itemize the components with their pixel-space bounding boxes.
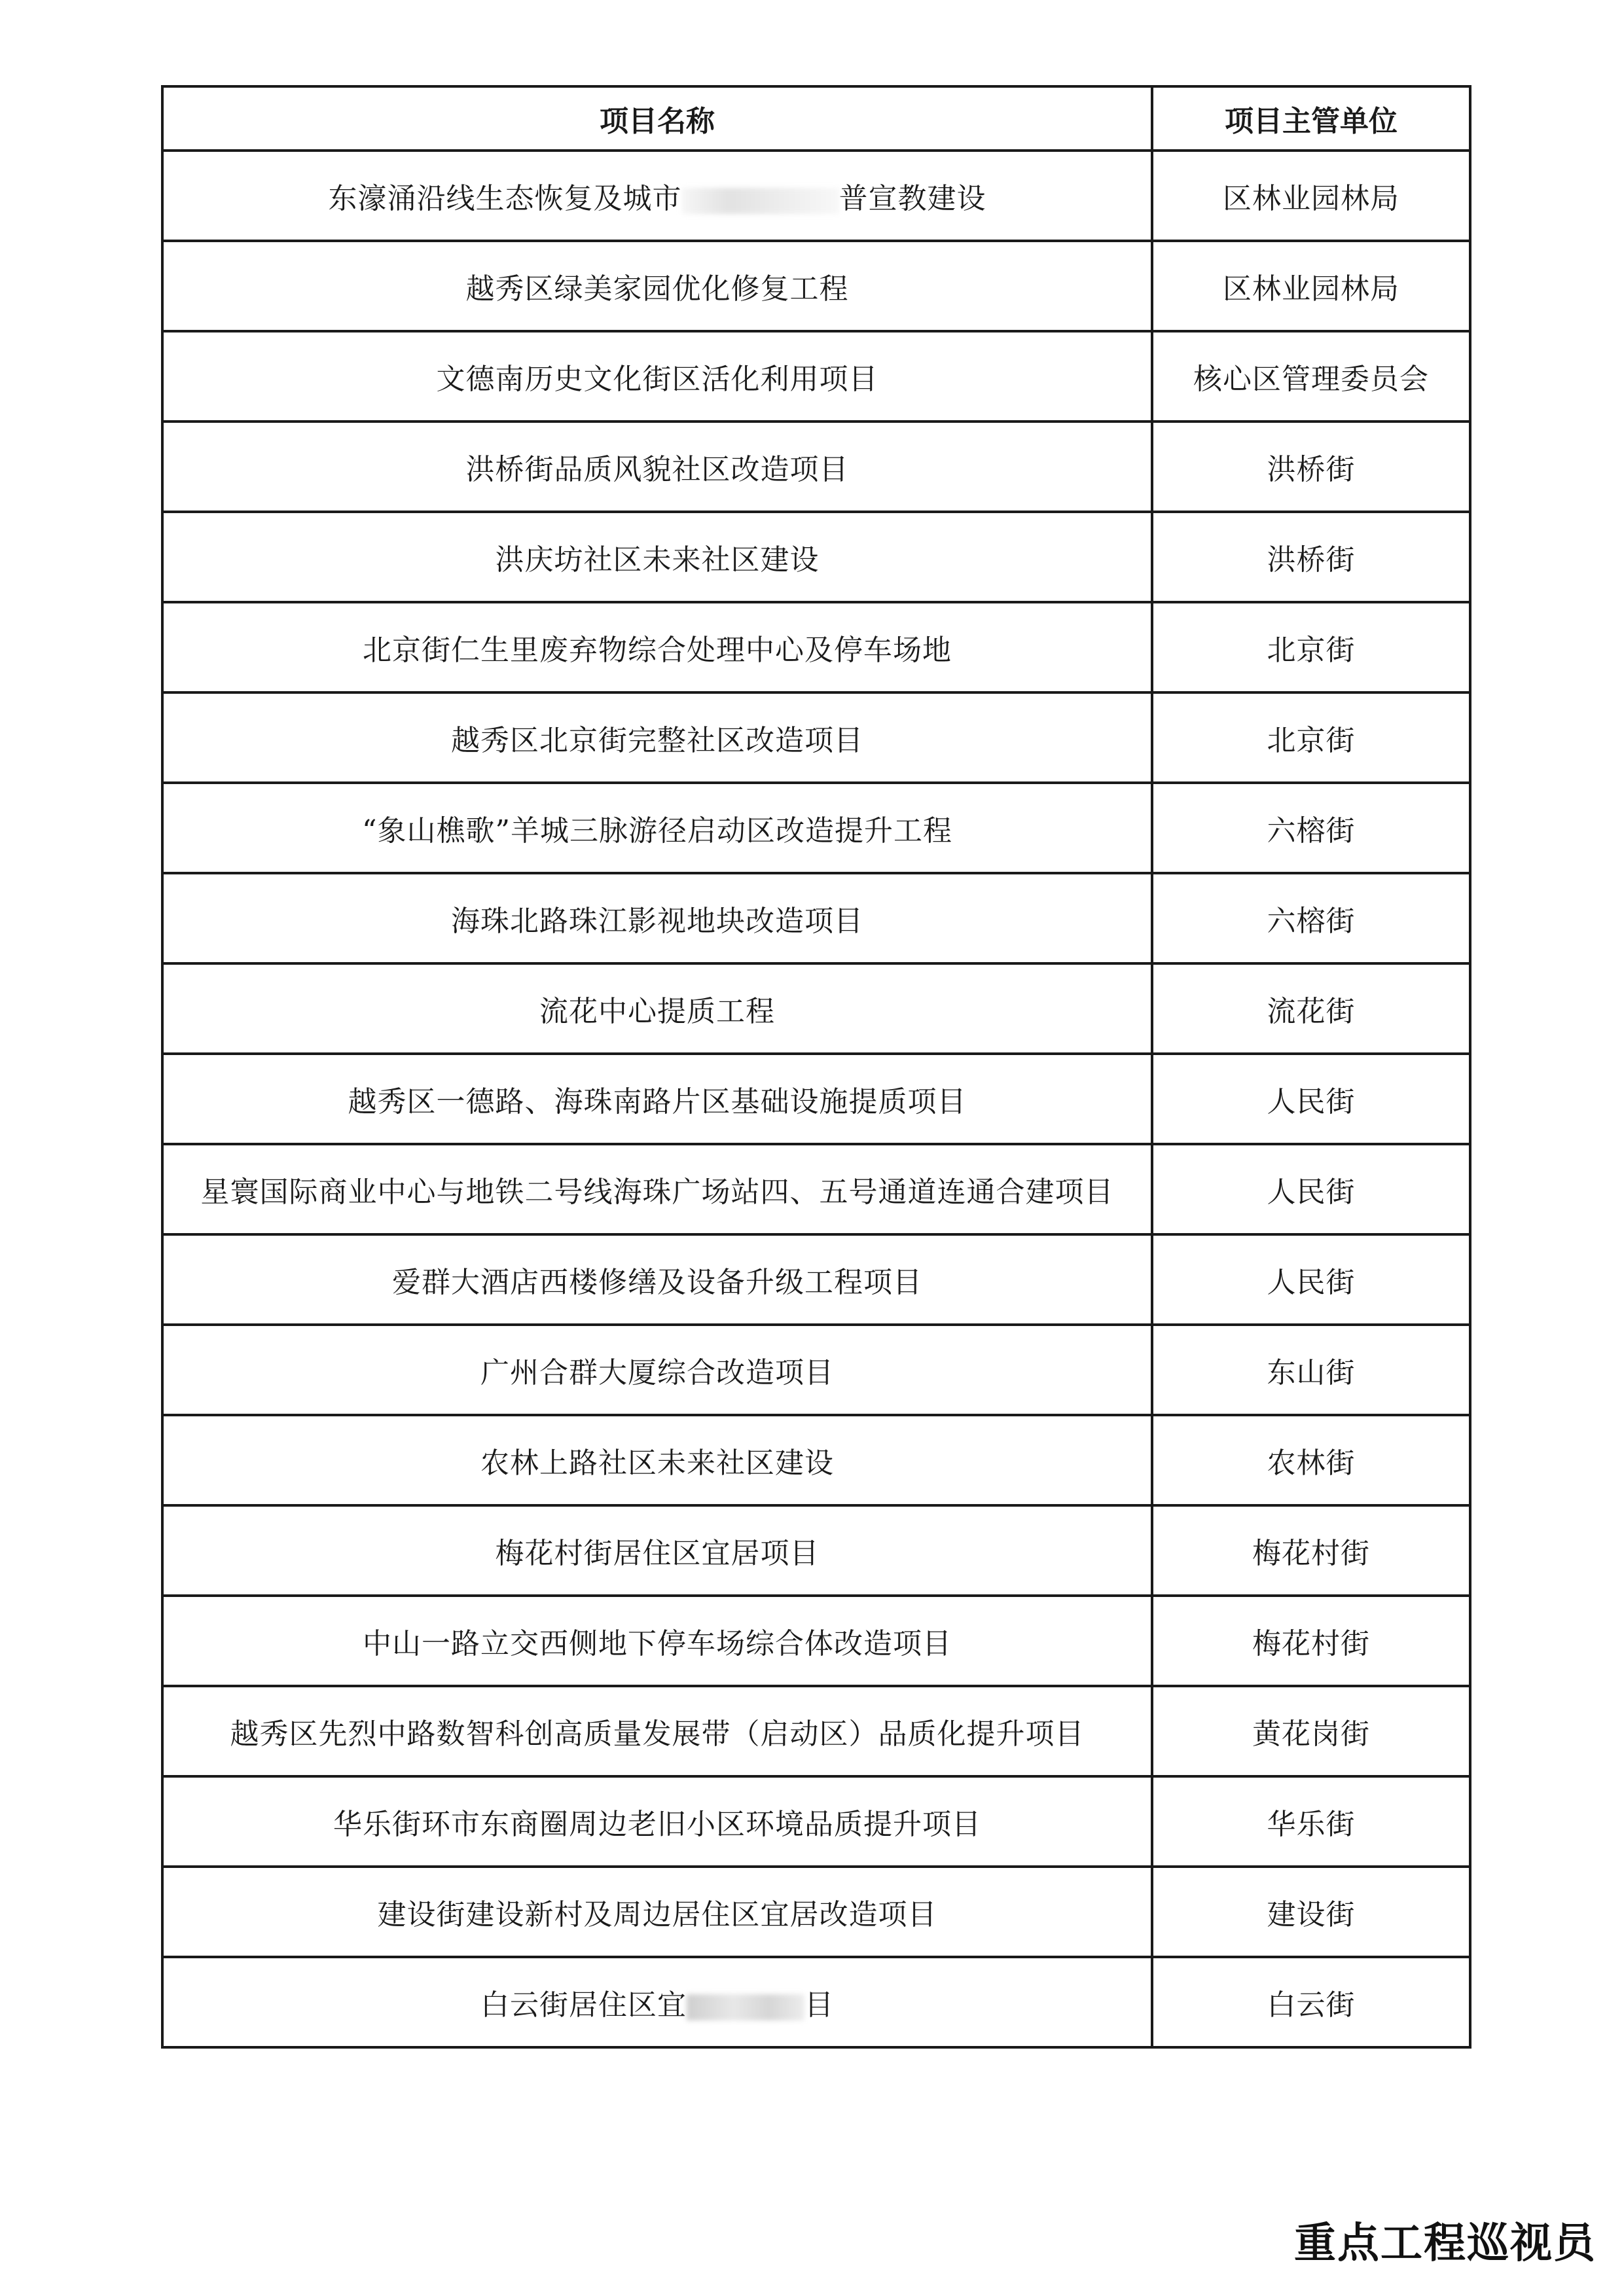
redaction-blur (682, 188, 839, 214)
project-name-cell: 越秀区先烈中路数智科创高质量发展带（启动区）品质化提升项目 (162, 1686, 1152, 1776)
project-table (161, 85, 1471, 2049)
table-row (162, 422, 1470, 512)
table-row (162, 1596, 1470, 1686)
project-name-cell: 越秀区一德路、海珠南路片区基础设施提质项目 (162, 1054, 1152, 1144)
table-row (162, 602, 1470, 692)
table-row (162, 1505, 1470, 1596)
table-row (162, 1776, 1470, 1867)
project-name-cell: 洪庆坊社区未来社区建设 (162, 512, 1152, 602)
project-name-cell: 华乐街环市东商圈周边老旧小区环境品质提升项目 (162, 1776, 1152, 1867)
managing-unit-cell: 区林业园林局 (1152, 151, 1470, 241)
managing-unit-cell: 人民街 (1152, 1144, 1470, 1234)
managing-unit-cell: 黄花岗街 (1152, 1686, 1470, 1776)
project-name-cell: 越秀区绿美家园优化修复工程 (162, 241, 1152, 331)
table-row (162, 873, 1470, 963)
table-header-row (162, 86, 1470, 151)
project-name-cell: 洪桥街品质风貌社区改造项目 (162, 422, 1152, 512)
project-name-cell: “象山樵歌”羊城三脉游径启动区改造提升工程 (162, 783, 1152, 873)
redaction-blur (687, 1994, 804, 2020)
project-name-cell (162, 1957, 1152, 2047)
project-name-cell: 星寰国际商业中心与地铁二号线海珠广场站四、五号通道连通合建项目 (162, 1144, 1152, 1234)
managing-unit-cell: 流花街 (1152, 963, 1470, 1054)
table-row (162, 331, 1470, 422)
table-row (162, 1144, 1470, 1234)
table-row (162, 241, 1470, 331)
managing-unit-cell: 六榕街 (1152, 783, 1470, 873)
project-name-part: 东濠涌沿线生态恢复及城市 (328, 182, 682, 215)
project-name-cell: 北京街仁生里废弃物综合处理中心及停车场地 (162, 602, 1152, 692)
table-row (162, 1325, 1470, 1415)
table-row (162, 692, 1470, 783)
header-project-name: 项目名称 (162, 86, 1152, 151)
project-name-cell (162, 151, 1152, 241)
project-name-part: 白云街居住区宜 (480, 1988, 687, 2022)
managing-unit-cell: 区林业园林局 (1152, 241, 1470, 331)
managing-unit-cell: 人民街 (1152, 1054, 1470, 1144)
table-row (162, 1415, 1470, 1505)
table-row (162, 1957, 1470, 2047)
managing-unit-cell: 梅花村街 (1152, 1505, 1470, 1596)
project-name-cell: 越秀区北京街完整社区改造项目 (162, 692, 1152, 783)
project-name-part: 普宣教建设 (839, 182, 986, 215)
project-name-cell: 文德南历史文化街区活化利用项目 (162, 331, 1152, 422)
managing-unit-cell: 六榕街 (1152, 873, 1470, 963)
project-name-cell: 海珠北路珠江影视地块改造项目 (162, 873, 1152, 963)
managing-unit-cell: 洪桥街 (1152, 422, 1470, 512)
project-name-cell: 流花中心提质工程 (162, 963, 1152, 1054)
managing-unit-cell: 核心区管理委员会 (1152, 331, 1470, 422)
table-row (162, 783, 1470, 873)
managing-unit-cell: 华乐街 (1152, 1776, 1470, 1867)
managing-unit-cell: 农林街 (1152, 1415, 1470, 1505)
table-row (162, 963, 1470, 1054)
project-name-cell: 梅花村街居住区宜居项目 (162, 1505, 1152, 1596)
managing-unit-cell: 建设街 (1152, 1867, 1470, 1957)
table-row (162, 151, 1470, 241)
managing-unit-cell: 梅花村街 (1152, 1596, 1470, 1686)
table-row (162, 1234, 1470, 1325)
managing-unit-cell: 东山街 (1152, 1325, 1470, 1415)
header-managing-unit: 项目主管单位 (1152, 86, 1470, 151)
table-row (162, 1054, 1470, 1144)
project-name-cell: 中山一路立交西侧地下停车场综合体改造项目 (162, 1596, 1152, 1686)
project-name-cell: 农林上路社区未来社区建设 (162, 1415, 1152, 1505)
project-name-cell: 爱群大酒店西楼修缮及设备升级工程项目 (162, 1234, 1152, 1325)
table-row (162, 1686, 1470, 1776)
table-row (162, 1867, 1470, 1957)
managing-unit-cell: 北京街 (1152, 692, 1470, 783)
project-name-part: 目 (804, 1988, 834, 2022)
watermark-text: 重点工程巡视员 (1294, 2219, 1597, 2268)
project-name-cell: 建设街建设新村及周边居住区宜居改造项目 (162, 1867, 1152, 1957)
managing-unit-cell: 北京街 (1152, 602, 1470, 692)
managing-unit-cell: 白云街 (1152, 1957, 1470, 2047)
project-name-cell: 广州合群大厦综合改造项目 (162, 1325, 1152, 1415)
managing-unit-cell: 洪桥街 (1152, 512, 1470, 602)
table-row (162, 512, 1470, 602)
managing-unit-cell: 人民街 (1152, 1234, 1470, 1325)
